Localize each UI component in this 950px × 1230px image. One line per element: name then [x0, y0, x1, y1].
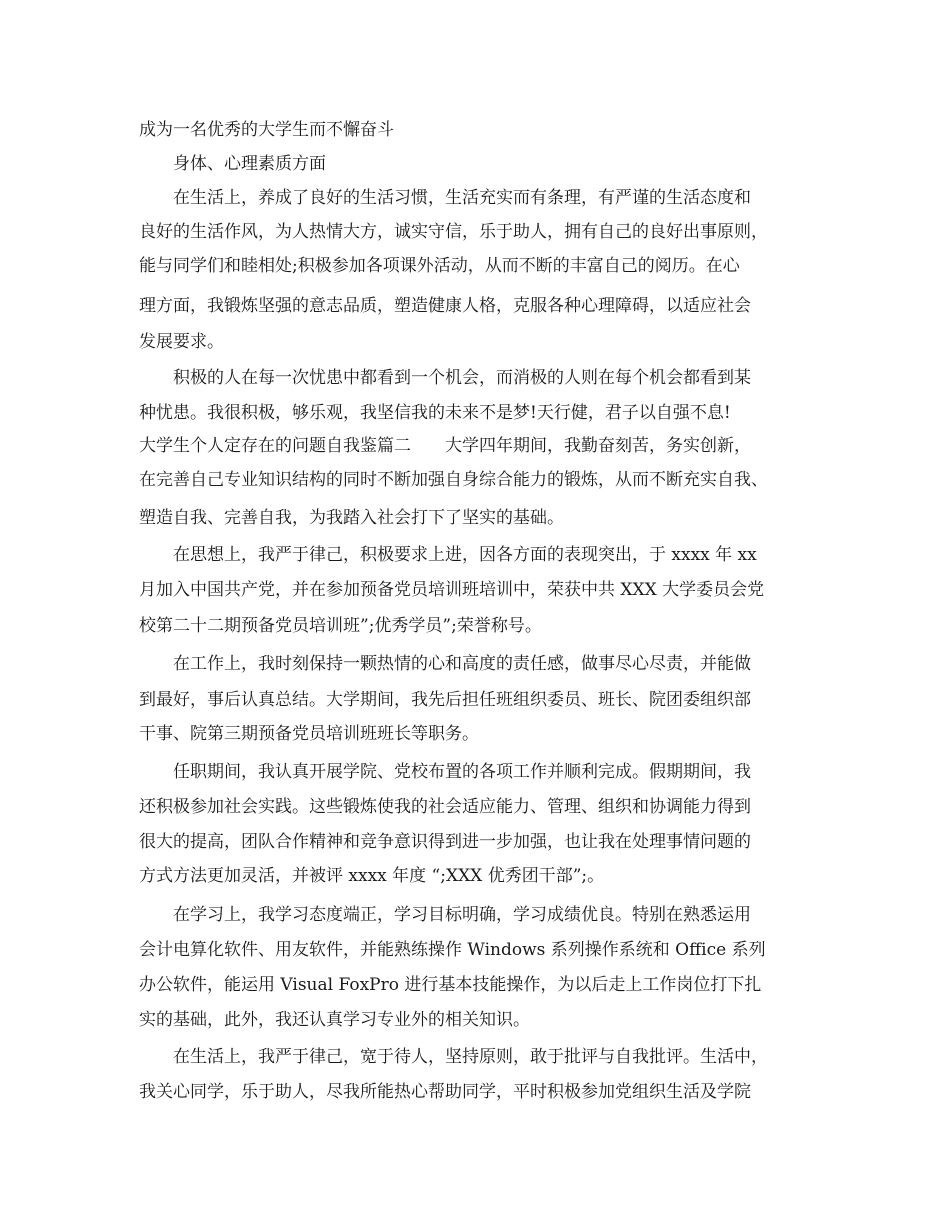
text-line: 在生活上，养成了良好的生活习惯，生活充实而有条理，有严谨的生活态度和	[173, 188, 751, 208]
text-line: 能与同学们和睦相处;积极参加各项课外活动，从而不断的丰富自己的阅历。在心	[139, 256, 740, 276]
text-line: 发展要求。	[139, 332, 224, 352]
text-line: 校第二十二期预备党员培训班”;优秀学员”;荣誉称号。	[139, 616, 542, 636]
text-line: 还积极参加社会实践。这些锻炼使我的社会适应能力、管理、组织和协调能力得到	[139, 797, 751, 817]
text-line: 成为一名优秀的大学生而不懈奋斗	[139, 120, 394, 140]
text-line: 办公软件，能运用 Visual FoxPro 进行基本技能操作，为以后走上工作岗位打下扎	[139, 975, 762, 995]
text-line: 种忧患。我很积极，够乐观，我坚信我的未来不是梦!天行健，君子以自强不息!	[139, 403, 731, 423]
text-line: 实的基础，此外，我还认真学习专业外的相关知识。	[139, 1010, 530, 1030]
text-line: 塑造自我、完善自我，为我踏入社会打下了坚实的基础。	[139, 508, 564, 528]
text-line: 干事、院第三期预备党员培训班班长等职务。	[139, 724, 479, 744]
text-line: 在完善自己专业知识结构的同时不断加强自身综合能力的锻炼，从而不断充实自我、	[139, 470, 768, 490]
text-line: 在思想上，我严于律己，积极要求上进，因各方面的表现突出，于 xxxx 年 xx	[173, 545, 757, 565]
text-line: 大学生个人定存在的问题自我鉴篇二 大学四年期间，我勤奋刻苦，务实创新，	[139, 436, 751, 456]
text-line: 到最好，事后认真总结。大学期间，我先后担任班组织委员、班长、院团委组织部	[139, 690, 751, 710]
text-line: 在学习上，我学习态度端正，学习目标明确，学习成绩优良。特别在熟悉运用	[173, 905, 751, 925]
text-line: 会计电算化软件、用友软件，并能熟练操作 Windows 系列操作系统和 Office 系列	[139, 940, 766, 960]
text-line: 良好的生活作风，为人热情大方，诚实守信，乐于助人，拥有自己的良好出事原则，	[139, 222, 768, 242]
text-line: 在工作上，我时刻保持一颗热情的心和高度的责任感，做事尽心尽责，并能做	[173, 654, 751, 674]
text-line: 理方面，我锻炼坚强的意志品质，塑造健康人格，克服各种心理障碍，以适应社会	[139, 296, 751, 316]
text-line: 方式方法更加灵活，并被评 xxxx 年度 “;XXX 优秀团干部”;。	[139, 866, 605, 886]
text-line: 我关心同学，乐于助人，尽我所能热心帮助同学，平时积极参加党组织生活及学院	[139, 1082, 751, 1102]
section-heading: 身体、心理素质方面	[173, 154, 326, 174]
text-line: 很大的提高，团队合作精神和竞争意识得到进一步加强，也让我在处理事情问题的	[139, 832, 751, 852]
text-line: 积极的人在每一次忧患中都看到一个机会，而消极的人则在每个机会都看到某	[173, 368, 751, 388]
text-line: 在生活上，我严于律己，宽于待人，坚持原则，敢于批评与自我批评。生活中，	[173, 1047, 768, 1067]
text-line: 任职期间，我认真开展学院、党校布置的各项工作并顺利完成。假期期间，我	[173, 762, 751, 782]
text-line: 月加入中国共产党，并在参加预备党员培训班培训中，荣获中共 XXX 大学委员会党	[139, 580, 765, 600]
